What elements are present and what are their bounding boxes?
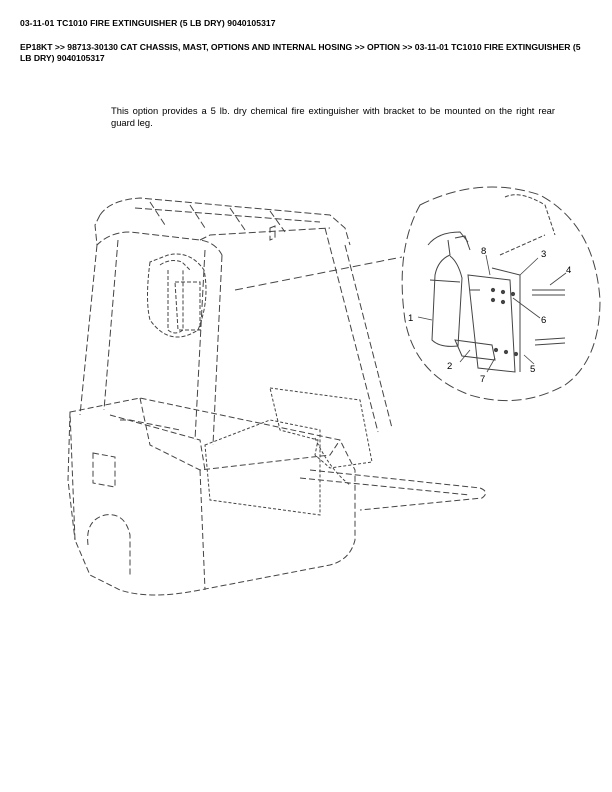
callout-3: 3 xyxy=(541,249,547,260)
overhead-guard-illustration xyxy=(80,198,392,445)
breadcrumb: EP18KT >> 98713-30130 CAT CHASSIS, MAST, OPTIONS AND INTERNAL HOSING >> OPTION >> 03-11-01 TC1010 FIRE EXTINGUISHER (5 LB DRY) 9040105317 xyxy=(20,42,581,63)
detail-view-circle xyxy=(402,187,600,401)
parts-diagram xyxy=(0,160,612,640)
callout-5: 5 xyxy=(530,364,536,375)
detail-leader-line xyxy=(235,257,402,290)
callout-7: 7 xyxy=(480,374,486,385)
panel-illustration xyxy=(205,388,372,515)
option-description: This option provides a 5 lb. dry chemical fire extinguisher with bracket to be mounted on the right rear guard leg. xyxy=(111,105,555,128)
callout-2: 2 xyxy=(447,361,453,372)
forklift-chassis-illustration xyxy=(68,398,486,595)
callout-leaders xyxy=(418,255,566,372)
callout-labels xyxy=(408,246,571,385)
page-title: 03-11-01 TC1010 FIRE EXTINGUISHER (5 LB DRY) 9040105317 xyxy=(20,18,276,28)
callout-4: 4 xyxy=(566,265,572,276)
callout-8: 8 xyxy=(481,246,487,257)
callout-1: 1 xyxy=(408,313,414,324)
mounted-extinguisher-illustration xyxy=(148,254,207,337)
callout-6: 6 xyxy=(541,315,547,326)
